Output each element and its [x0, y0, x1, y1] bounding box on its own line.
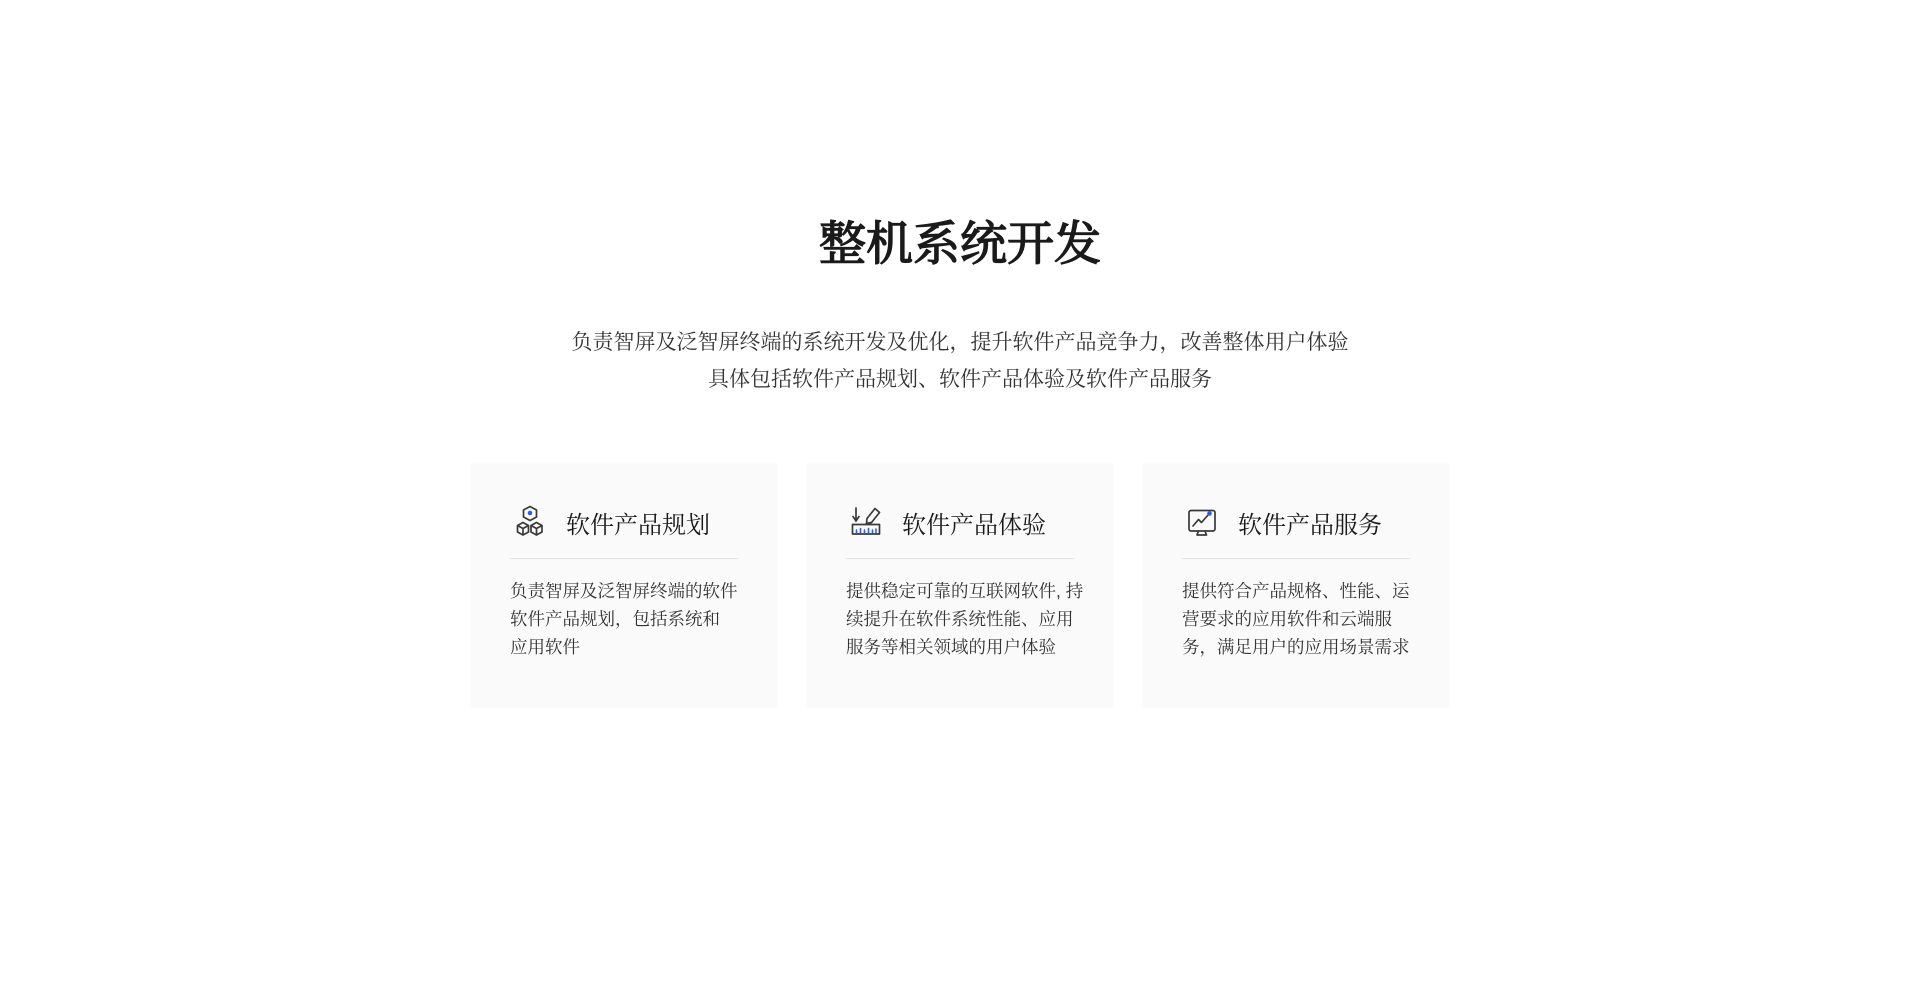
description-line: 负责智屏及泛智屏终端的软件	[510, 581, 738, 601]
feature-card-experience	[806, 463, 1114, 708]
system-development-section	[0, 216, 1920, 999]
card-divider	[510, 558, 738, 559]
card-description	[510, 577, 738, 661]
description-line: 服务等相关领域的用户体验	[846, 637, 1056, 657]
description-line: 续提升在软件系统性能、应用	[846, 609, 1074, 629]
card-title: 软件产品体验	[902, 511, 1046, 539]
section-title: 整机系统开发	[819, 217, 1101, 270]
card-title: 软件产品服务	[1238, 511, 1382, 539]
card-header	[510, 502, 738, 542]
section-subtitle	[0, 324, 1920, 398]
card-header	[846, 502, 1074, 542]
monitor-chart-icon	[1182, 502, 1222, 542]
description-line: 应用软件	[510, 637, 580, 657]
description-line: 营要求的应用软件和云端服	[1182, 609, 1392, 629]
card-divider	[846, 558, 1074, 559]
description-line: 提供稳定可靠的互联网软件, 持	[846, 581, 1084, 601]
card-description	[846, 577, 1084, 661]
card-title: 软件产品规划	[566, 511, 710, 539]
card-divider	[1182, 558, 1410, 559]
description-line: 软件产品规划，包括系统和	[510, 609, 720, 629]
feature-card-service	[1142, 463, 1450, 708]
description-line: 提供符合产品规格、性能、运	[1182, 581, 1410, 601]
cubes-icon	[510, 502, 550, 542]
card-header	[1182, 502, 1410, 542]
card-description	[1182, 577, 1410, 661]
subtitle-line-1: 负责智屏及泛智屏终端的系统开发及优化，提升软件产品竞争力，改善整体用户体验	[571, 331, 1349, 354]
subtitle-line-2: 具体包括软件产品规划、软件产品体验及软件产品服务	[708, 368, 1212, 391]
feature-cards-row	[0, 463, 1920, 708]
ruler-pencil-icon	[846, 502, 886, 542]
description-line: 务，满足用户的应用场景需求	[1182, 637, 1410, 657]
feature-card-planning	[470, 463, 778, 708]
